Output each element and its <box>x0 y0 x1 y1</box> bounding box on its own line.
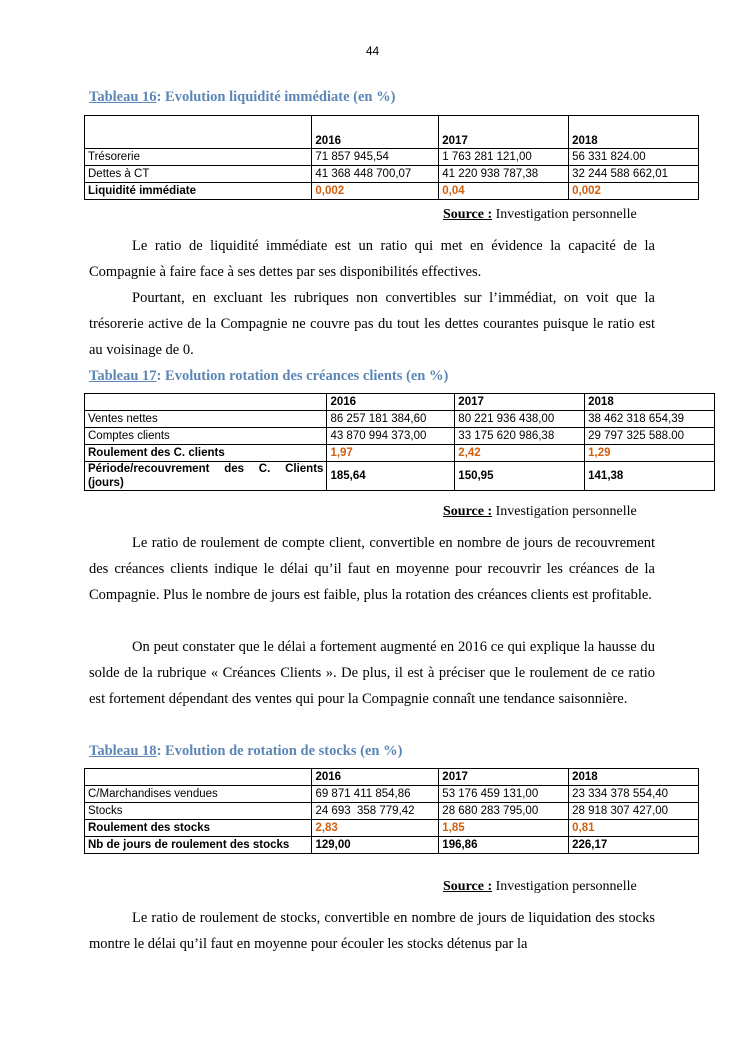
row-label: Liquidité immédiate <box>85 183 312 200</box>
row-label: Stocks <box>85 803 312 820</box>
row-label: Période/recouvrement des C. Clients (jours) <box>85 462 327 491</box>
cell-value: 1,29 <box>585 445 715 462</box>
table-row <box>85 445 715 462</box>
cell-value: 0,002 <box>569 183 699 200</box>
cell-value: 185,64 <box>327 462 455 491</box>
cell-value: 69 871 411 854,86 <box>312 786 439 803</box>
cell-value: 38 462 318 654,39 <box>585 411 715 428</box>
cell-value: 141,38 <box>585 462 715 491</box>
cell-value: 56 331 824.00 <box>569 149 699 166</box>
table17-year-cell: 2018 <box>585 394 715 411</box>
row-label: Nb de jours de roulement des stocks <box>85 837 312 854</box>
cell-value: 226,17 <box>569 837 699 854</box>
table17-corner-cell <box>85 394 327 411</box>
row-label: Trésorerie <box>85 149 312 166</box>
table-row <box>85 183 699 200</box>
source-label: Source : <box>443 504 493 519</box>
table-row <box>85 462 715 491</box>
cell-value: 2,83 <box>312 820 439 837</box>
table16-caption <box>89 89 395 106</box>
table17-ref: Tableau 17 <box>89 368 157 384</box>
row-label: Ventes nettes <box>85 411 327 428</box>
cell-value: 1,85 <box>439 820 569 837</box>
table18-year-cell: 2017 <box>439 769 569 786</box>
table-row <box>85 149 699 166</box>
table18-year-cell: 2018 <box>569 769 699 786</box>
page-number: 44 <box>365 44 380 58</box>
table-row <box>85 803 699 820</box>
cell-value: 1,97 <box>327 445 455 462</box>
source-text: Investigation personnelle <box>492 207 637 222</box>
table17 <box>84 393 715 491</box>
table17-year-cell: 2017 <box>455 394 585 411</box>
paragraph: Le ratio de liquidité immédiate est un ratio qui met en évidence la capacité de la Compagnie à faire face à ses dettes par ses disponibilités effectives. <box>89 238 655 280</box>
table18-ref: Tableau 18 <box>89 743 157 759</box>
cell-value: 129,00 <box>312 837 439 854</box>
row-label: Comptes clients <box>85 428 327 445</box>
cell-value: 80 221 936 438,00 <box>455 411 585 428</box>
row-label: Roulement des stocks <box>85 820 312 837</box>
cell-value: 28 680 283 795,00 <box>439 803 569 820</box>
table17-caption <box>89 368 448 385</box>
table18-caption <box>89 743 402 760</box>
paragraph: Pourtant, en excluant les rubriques non convertibles sur l’immédiat, on voit que la trésorerie active de la Compagnie ne couvre pas du tout les dettes courantes puisque le ratio est au voisinage de 0. <box>89 290 655 358</box>
table18-year-cell: 2016 <box>312 769 439 786</box>
table16-header-row <box>85 116 699 149</box>
table18-corner-cell <box>85 769 312 786</box>
table16-title: : Evolution liquidité immédiate (en %) <box>156 89 396 105</box>
cell-value: 29 797 325 588.00 <box>585 428 715 445</box>
table16-source <box>443 207 637 223</box>
cell-value: 150,95 <box>455 462 585 491</box>
table-row <box>85 837 699 854</box>
source-label: Source : <box>443 879 493 894</box>
table16-year-cell: 2017 <box>439 116 569 149</box>
table16-year-cell: 2016 <box>312 116 439 149</box>
paragraph: Le ratio de roulement de compte client, convertible en nombre de jours de recouvrement des créances clients indique le délai qu’il faut en moyenne pour recouvrir les créances de la Compagnie. Plus le nombre de jours est faible, plus la rotation des créances clients est profitable. <box>89 535 655 603</box>
table-row <box>85 428 715 445</box>
table18-title: : Evolution de rotation de stocks (en %) <box>156 743 403 759</box>
source-text: Investigation personnelle <box>492 504 637 519</box>
table16-year-cell: 2018 <box>569 116 699 149</box>
cell-value: 43 870 994 373,00 <box>327 428 455 445</box>
table17-year-cell: 2016 <box>327 394 455 411</box>
table16-corner-cell <box>85 116 312 149</box>
table16-ref: Tableau 16 <box>89 89 157 105</box>
cell-value: 53 176 459 131,00 <box>439 786 569 803</box>
table18 <box>84 768 699 854</box>
table-row <box>85 820 699 837</box>
table18-header-row <box>85 769 699 786</box>
cell-value: 0,81 <box>569 820 699 837</box>
cell-value: 32 244 588 662,01 <box>569 166 699 183</box>
paragraph: Le ratio de roulement de stocks, convertible en nombre de jours de liquidation des stocks montre le délai qu’il faut en moyenne pour écouler les stocks détenus par la <box>89 910 655 952</box>
cell-value: 41 368 448 700,07 <box>312 166 439 183</box>
cell-value: 41 220 938 787,38 <box>439 166 569 183</box>
row-label: Dettes à CT <box>85 166 312 183</box>
table17-source <box>443 504 637 520</box>
row-label: Roulement des C. clients <box>85 445 327 462</box>
source-label: Source : <box>443 207 493 222</box>
cell-value: 86 257 181 384,60 <box>327 411 455 428</box>
cell-value: 1 763 281 121,00 <box>439 149 569 166</box>
cell-value: 71 857 945,54 <box>312 149 439 166</box>
table-row <box>85 786 699 803</box>
row-label: C/Marchandises vendues <box>85 786 312 803</box>
cell-value: 23 334 378 554,40 <box>569 786 699 803</box>
cell-value: 24 693 358 779,42 <box>312 803 439 820</box>
table16 <box>84 115 699 200</box>
table17-header-row <box>85 394 715 411</box>
cell-value: 196,86 <box>439 837 569 854</box>
cell-value: 2,42 <box>455 445 585 462</box>
paragraph: On peut constater que le délai a fortement augmenté en 2016 ce qui explique la hausse du solde de la rubrique « Créances Clients ». De plus, il est à préciser que le roulement de ce ratio est fortement dépendant des ventes qui pour la Compagnie connaît une tendance saisonnière. <box>89 639 655 707</box>
table17-title: : Evolution rotation des créances clients (en %) <box>156 368 449 384</box>
cell-value: 0,04 <box>439 183 569 200</box>
table-row <box>85 166 699 183</box>
table18-source <box>443 879 637 895</box>
cell-value: 33 175 620 986,38 <box>455 428 585 445</box>
table-row <box>85 411 715 428</box>
source-text: Investigation personnelle <box>492 879 637 894</box>
cell-value: 0,002 <box>312 183 439 200</box>
cell-value: 28 918 307 427,00 <box>569 803 699 820</box>
